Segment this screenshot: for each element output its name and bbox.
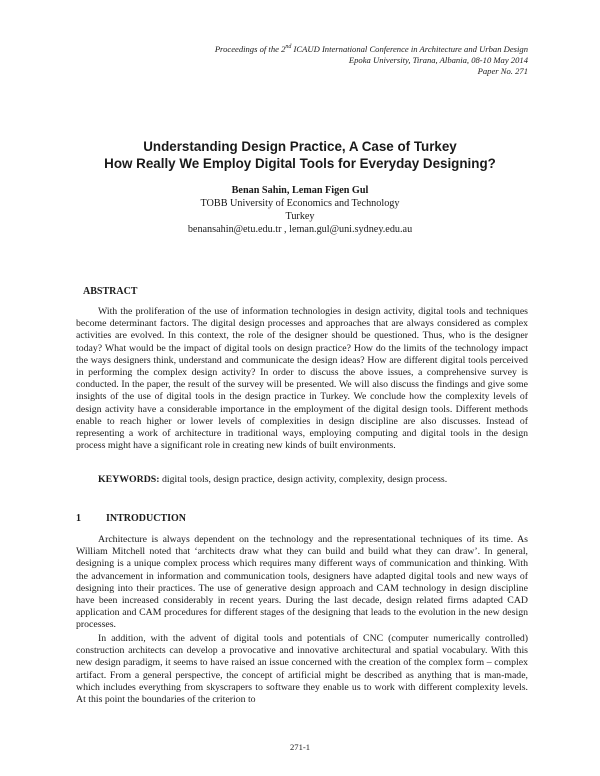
author-emails: benansahin@etu.edu.tr , leman.gul@uni.sydney.edu.au <box>187 224 413 235</box>
author-names: Benan Sahin, Leman Figen Gul <box>231 185 369 196</box>
keywords-label: KEYWORDS: <box>98 474 160 485</box>
header-paper-number: Paper No. 271 <box>477 65 528 76</box>
intro-paragraph-2: In addition, with the advent of digital tools and potentials of CNC (computer numerically controlled) construction architects can develop a provocative and innovative architectural and spatial vocabulary. With this new design paradigm, it seems to have raised an issue concerned with the creation of the complex form – complex artifact. From a general perspective, the concept of artificial might be described as anything that is man-made, which includes everything from skyscrapers to software they enable us to work with different complexity levels. At this point the boundaries of the criterion to <box>76 633 528 706</box>
abstract-heading: ABSTRACT <box>83 286 138 297</box>
author-affiliation: TOBB University of Economics and Technology <box>200 198 400 209</box>
section-heading-introduction <box>76 513 186 524</box>
proceedings-header <box>215 42 528 77</box>
author-block <box>0 184 600 236</box>
paper-title <box>0 138 600 172</box>
section-number: 1 <box>76 513 81 524</box>
keywords-text: digital tools, design practice, design activity, complexity, design process. <box>159 474 448 485</box>
abstract-text: With the proliferation of the use of information technologies in design activity, digital tools and techniques become determinant factors. The digital design processes and approaches that are always considered as complex activities are evolved. In this context, the role of the designer should be questioned. Thus, who is the designer today? What would be the impact of digital tools on design practice? How do the limits of the technology impact the ways designers think, understand and communicate the design ideas? How are different digital tools perceived in performing the complex design activity? In order to discuss the above issues, a comprehensive survey is conducted. In the paper, the result of the survey will be presented. We will also discuss the findings and give some insights of the use of digital tools in the design practice in Turkey. We conclude how the complexity levels of design activity have a considerable importance in the employment of the digital design tools. Different methods enable to reach higher or lower levels of complexities in design discipline are also discusses. Instead of representing a work of architecture in traditional ways, employing computing and digital tools in the design process might have a significant role in creating new kinds of built environments. <box>76 306 528 452</box>
page-number: 271-1 <box>289 742 311 752</box>
author-country: Turkey <box>285 211 315 222</box>
section-title: INTRODUCTION <box>106 513 187 524</box>
header-line-2: Epoka University, Tirana, Albania, 08-10 May 2014 <box>348 54 528 65</box>
intro-paragraph-1: Architecture is always dependent on the technology and the representational techniques of its time. As William Mitchell noted that ‘architects draw what they can build and build what they can draw’. In general, designing is a unique complex process which requires many different ways of communication and thinking. With the advancement in information and communication tools, designers have adapted digital tools and new ways of designing into their practices. The use of generative design approach and CAM technology in design discipline have been increased considerably in recent years. During the last decade, design related firms adapted CAD application and CAM procedures for different stages of the designing that leads to the evolution in the new design processes. <box>76 534 528 631</box>
title-line-2: How Really We Employ Digital Tools for Everyday Designing? <box>104 156 496 171</box>
keywords-line <box>98 474 447 485</box>
title-line-1: Understanding Design Practice, A Case of Turkey <box>143 139 457 154</box>
header-line-1: Proceedings of the 2nd ICAUD International Conference in Architecture and Urban Design <box>214 43 528 54</box>
